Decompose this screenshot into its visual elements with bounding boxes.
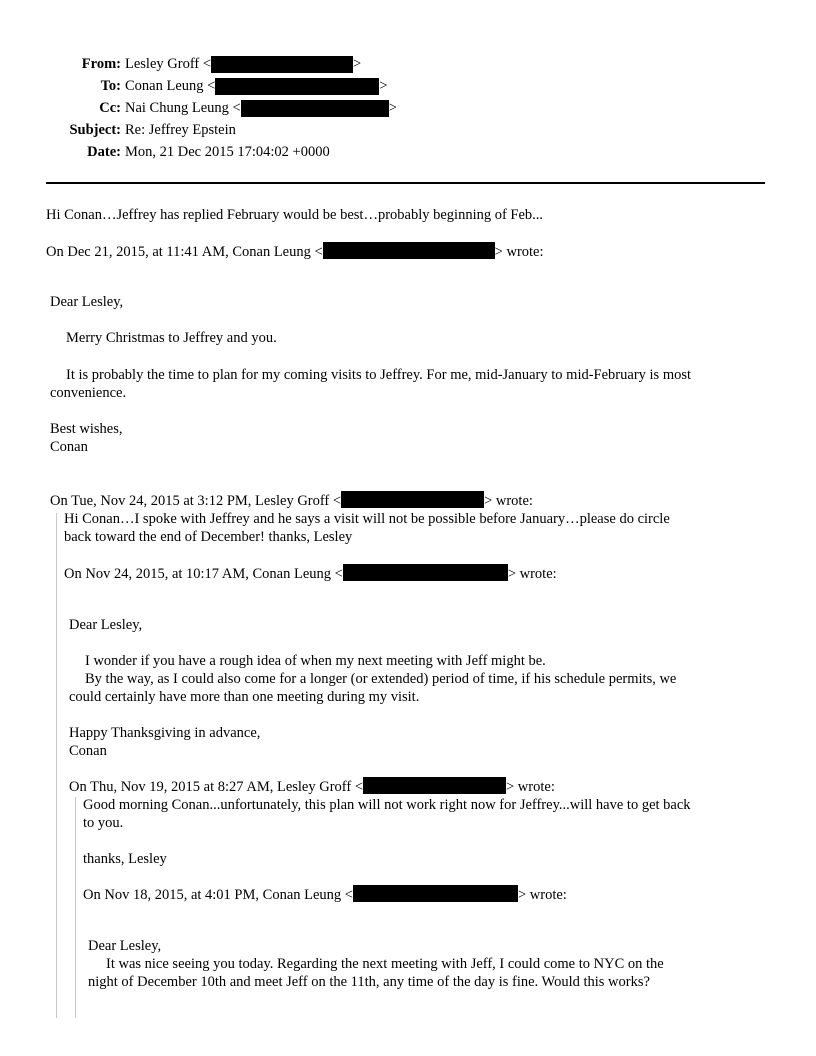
signature-line: Happy Thanksgiving in advance,: [69, 725, 261, 741]
subject-row: [46, 119, 546, 141]
cc-row: [46, 97, 546, 119]
reply-text: Hi Conan…Jeffrey has replied February would be best…probably beginning of Feb...: [46, 207, 544, 223]
cc-value: Nai Chung Leung <: [125, 100, 241, 116]
redaction-block: [241, 100, 389, 117]
date-value: Mon, 21 Dec 2015 17:04:02 +0000: [125, 144, 330, 160]
cc-label: Cc:: [99, 100, 121, 116]
to-row: [46, 75, 546, 97]
body-line: could certainly have more than one meeting during my visit.: [69, 689, 420, 705]
from-close: >: [353, 56, 362, 72]
body-line: It is probably the time to plan for my coming visits to Jeffrey. For me, mid-January to mid-February is most: [66, 367, 692, 383]
from-label: From:: [81, 56, 121, 72]
signature-line: Conan: [50, 439, 88, 455]
body-line: to you.: [83, 815, 124, 831]
redaction-block: [363, 777, 506, 794]
redaction-block: [353, 885, 518, 902]
body-line: back toward the end of December! thanks, Lesley: [64, 529, 353, 545]
quote-attribution: On Nov 24, 2015, at 10:17 AM, Conan Leung < > wrote:: [64, 566, 557, 582]
body-line: It was nice seeing you today. Regarding the next meeting with Jeff, I could come to NYC on the: [106, 956, 664, 972]
body-line: Hi Conan…I spoke with Jeffrey and he says a visit will not be possible before January…please do circle: [64, 511, 670, 527]
signature-line: Conan: [69, 743, 107, 759]
redaction-block: [211, 56, 353, 73]
body-line: Merry Christmas to Jeffrey and you.: [66, 330, 277, 346]
body-line: I wonder if you have a rough idea of when my next meeting with Jeff might be.: [85, 653, 546, 669]
quote-attribution: On Dec 21, 2015, at 11:41 AM, Conan Leung < > wrote:: [46, 244, 544, 260]
greeting: Dear Lesley,: [50, 294, 124, 310]
signature-line: thanks, Lesley: [83, 851, 167, 867]
greeting: Dear Lesley,: [88, 938, 162, 954]
to-value: Conan Leung <: [125, 78, 216, 94]
from-value: Lesley Groff <: [125, 56, 212, 72]
to-close: >: [379, 78, 388, 94]
quote-bar: [75, 797, 76, 1018]
email-header: [46, 53, 546, 163]
redaction-block: [215, 78, 379, 95]
quote-attribution: On Thu, Nov 19, 2015 at 8:27 AM, Lesley Groff < > wrote:: [69, 779, 555, 795]
subject-value: Re: Jeffrey Epstein: [125, 122, 236, 138]
body-line: Good morning Conan...unfortunately, this plan will not work right now for Jeffrey...will have to get back: [83, 797, 691, 813]
header-divider: [46, 182, 765, 184]
date-label: Date:: [87, 144, 121, 160]
from-row: [46, 53, 546, 75]
signature-line: Best wishes,: [50, 421, 123, 437]
cc-close: >: [388, 100, 397, 116]
body-line: night of December 10th and meet Jeff on the 11th, any time of the day is fine. Would this works?: [88, 974, 650, 990]
to-label: To:: [100, 78, 121, 94]
redaction-block: [341, 491, 484, 508]
body-line: convenience.: [50, 385, 127, 401]
redaction-block: [343, 564, 508, 581]
quote-bar: [56, 513, 57, 1018]
redaction-block: [323, 242, 495, 259]
body-line: By the way, as I could also come for a longer (or extended) period of time, if his schedule permits, we: [85, 671, 677, 687]
quote-attribution: On Nov 18, 2015, at 4:01 PM, Conan Leung < > wrote:: [83, 887, 567, 903]
subject-label: Subject:: [69, 122, 121, 138]
date-row: [46, 141, 546, 163]
greeting: Dear Lesley,: [69, 617, 143, 633]
quote-attribution: On Tue, Nov 24, 2015 at 3:12 PM, Lesley Groff < > wrote:: [50, 493, 533, 509]
